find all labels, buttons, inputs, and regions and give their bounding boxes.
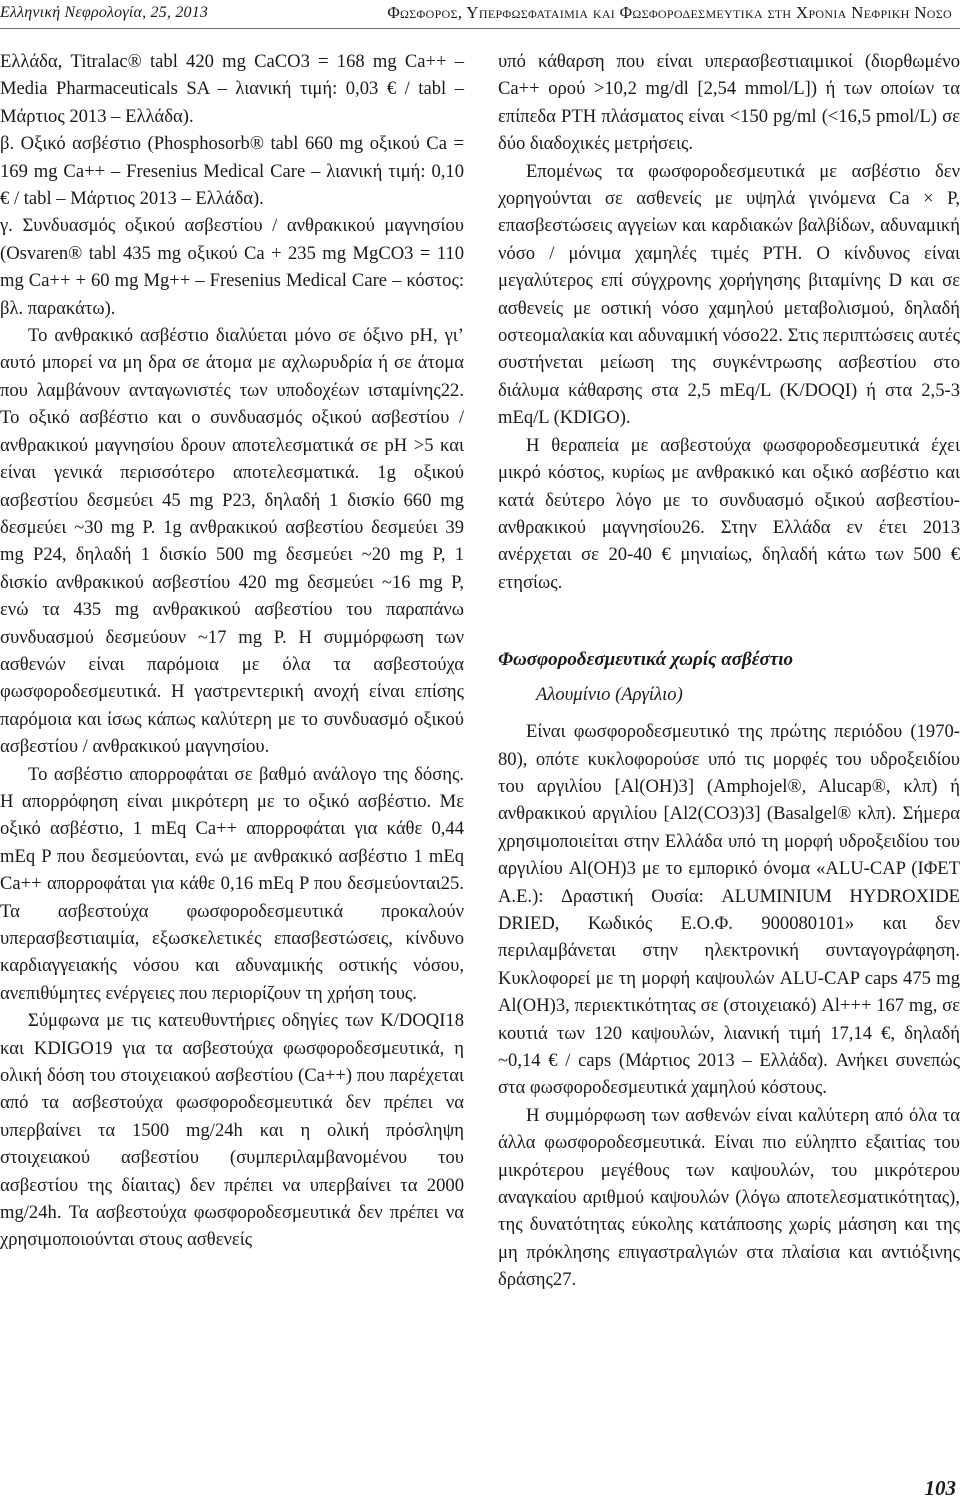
journal-citation: Ελληνική Νεφρολογία, 25, 2013 (0, 4, 209, 21)
paragraph: Η συμμόρφωση των ασθενών είναι καλύτερη από όλα τα άλλα φωσφοροδεσμευτικά. Είναι πιο εύληπτο εξαιτίας του μικρότερου μεγέθους των καψουλών, του μικρότερου αναγκαίου αριθμού καψουλών (λόγω αποτελεσματικότητας), της δυνατότητας εύκολης κατάποσης χωρίς μάσηση και της μη πρόκλησης επιγαστραλγιών στα πλαίσια και αντιόξινης δράσης27. (498, 1104, 960, 1291)
paragraph: Η θεραπεία με ασβεστούχα φωσφοροδεσμευτικά έχει μικρό κόστος, κυρίως με ανθρακικό και οξικό ασβέστιο και κατά δεύτερο λόγο με το συνδυασμό οξικού ασβεστίου-ανθρακικού μαγνησίου26. Στην Ελλάδα εν έτει 2013 ανέρχεται σε 20-40 € μηνιαίως, δηλαδή κάτω των 500 € ετησίως. (498, 434, 960, 593)
paragraph: Σύμφωνα με τις κατευθυντήριες οδηγίες των K/DOQI18 και KDIGO19 για τα ασβεστούχα φωσφοροδεσμευτικά, η ολική δόση του στοιχειακού ασβεστίου (Ca++) που παρέχεται από τα ασβεστούχα φωσφοροδεσμευτικά δεν πρέπει να υπερβαίνει τα 1500 mg/24h και η ολική πρόσληψη στοιχειακού ασβεστίου (συμπεριλαμβανομένου του ασβεστίου της δίαιτας) δεν πρέπει να υπερβαίνει τα 2000 mg/24h. Τα ασβεστούχα φωσφοροδεσμευτικά δεν πρέπει να χρησιμοποιούνται στους ασθενείς (0, 1010, 464, 1251)
header-rule (0, 28, 960, 29)
paragraph: Το ανθρακικό ασβέστιο διαλύεται μόνο σε όξινο pH, γι’ αυτό μπορεί να μη δρα σε άτομα με αχλωρυδρία ή σε άτομα που λαμβάνουν ανταγωνιστές των υποδοχέων ισταμίνης22. Το οξικό ασβέστιο και ο συνδυασμός οξικού ασβεστίου / ανθρακικού μαγνησίου δρουν αποτελεσματικά σε pH >5 και είναι γενικά περισσότερο αποτελεσματικά. 1g οξικού ασβεστίου δεσμεύει 45 mg P23, δηλαδή 1 δισκίο 660 mg δεσμεύει ~30 mg P. 1g ανθρακικού ασβεστίου δεσμεύει 39 mg P24, δηλαδή 1 δισκίο 500 mg δεσμεύει ~20 mg P, 1 δισκίο ανθρακικού ασβεστίου 420 mg δεσμεύει ~16 mg P, ενώ τα 435 mg ανθρακικού ασβεστίου του παραπάνω συνδυασμού δεσμεύουν ~17 mg P. Η συμμόρφωση των ασθενών είναι παρόμοια με όλα τα ασβεστούχα φωσφοροδεσμευτικά. Η γαστρεντερική ανοχή είναι επίσης παρόμοια και ίσως κάπως καλύτερη με το συνδυασμό οξικού ασβεστίου / ανθρακικού μαγνησίου. (0, 325, 464, 758)
running-header (0, 0, 960, 26)
paragraph: Επομένως τα φωσφοροδεσμευτικά με ασβέστιο δεν χορηγούνται σε ασθενείς με υψηλά γινόμενα Ca × P, επασβεστώσεις αγγείων και καρδιακών βαλβίδων, αδυναμική νόσο / μόνιμα χαμηλές τιμές PTH. Ο κίνδυνος είναι μεγαλύτερος επί σύγχρονης χορήγησης βιταμίνης D και σε ασθενείς με οστική νόσο χαμηλού μεταβολισμού, δηλαδή οστεομαλακία και αδυναμική νόσο22. Στις περιπτώσεις αυτές συστήνεται μείωση της συγκέντρωσης ασβεστίου στο διάλυμα κάθαρσης στα 2,5 mEq/L (K/DOQI) ή στα 2,5-3 mEq/L (KDIGO). (498, 160, 960, 429)
left-column (0, 48, 464, 1254)
right-column (498, 48, 960, 1294)
paragraph: γ. Συνδυασμός οξικού ασβεστίου / ανθρακικού μαγνησίου (Osvaren® tabl 435 mg οξικού Ca + 235 mg MgCO3 = 110 mg Ca++ + 60 mg Mg++ – Fresenius Medical Care – κόστος: βλ. παρακάτω). (0, 215, 464, 319)
section-heading: Φωσφοροδεσμευτικά χωρίς ασβέστιο (498, 649, 793, 671)
paragraph: Είναι φωσφοροδεσμευτικό της πρώτης περιόδου (1970-80), οπότε κυκλοφορούσε υπό τις μορφές του υδροξειδίου του αργιλίου [Al(OH)3] (Amphojel®, Alucap®, κλπ) ή ανθρακικού αργιλίου [Al2(CO3)3] (Basalgel® κλπ). Σήμερα χρησιμοποιείται στην Ελλάδα υπό τη μορφή υδροξειδίου του αργιλίου Al(OH)3 με το εμπορικό όνομα «ALU-CAP (ΙΦΕΤ Α.Ε.): Δραστική Ουσία: ALUMINIUM HYDROXIDE DRIED, Κωδικός Ε.Ο.Φ. 900080101» και δεν περιλαμβάνεται στην ηλεκτρονική συνταγογράφηση. Κυκλοφορεί με τη μορφή καψουλών ALU-CAP caps 475 mg Al(OH)3, περιεκτικότητας σε (στοιχειακό) Al+++ 167 mg, σε κουτιά των 120 καψουλών, λιανική τιμή 17,14 €, δηλαδή ~0,14 € / caps (Μάρτιος 2013 – Ελλάδα). Ανήκει συνεπώς στα φωσφοροδεσμευτικά χαμηλού κόστους. (498, 721, 960, 1099)
section-title: Φωσφορος, Υπερφωσφαταιμια και Φωσφοροδεσμευτικα στη Χρονια Νεφρικη Νοσο (387, 3, 952, 22)
paragraph: Το ασβέστιο απορροφάται σε βαθμό ανάλογο της δόσης. Η απορρόφηση είναι μικρότερη με το οξικό ασβέστιο. Με οξικό ασβέστιο, 1 mEq Ca++ απορροφάται για κάθε 0,44 mEq P που δεσμεύονται, ενώ με ανθρακικό ασβέστιο 1 mEq Ca++ απορροφάται για κάθε 0,16 mEq P που δεσμεύονται25. Τα ασβεστούχα φωσφοροδεσμευτικά προκαλούν υπερασβεστιαιμία, εξωσκελετικές επασβεστώσεις, κίνδυνο καρδιαγγειακής νόσου και αδυναμικής οστικής νόσου, ανεπιθύμητες ενέργειες που περιορίζουν τη χρήση τους. (0, 763, 464, 1004)
page-number: 103 (924, 1476, 956, 1500)
paragraph: υπό κάθαρση που είναι υπερασβεστιαιμικοί (διορθωμένο Ca++ ορού >10,2 mg/dl [2,54 mmol/L]) ή των οποίων τα επίπεδα PTH πλάσματος είναι <150 pg/ml (<16,5 pmol/L) σε δύο διαδοχικές μετρήσεις. (498, 51, 960, 155)
subsection-heading: Αλουμίνιο (Αργίλιο) (536, 684, 683, 706)
paragraph: β. Οξικό ασβέστιο (Phosphosorb® tabl 660 mg οξικού Ca = 169 mg Ca++ – Fresenius Medical Care – λιανική τιμή: 0,10 € / tabl – Μάρτιος 2013 – Ελλάδα). (0, 133, 464, 210)
paragraph: Ελλάδα, Titralac® tabl 420 mg CaCO3 = 168 mg Ca++ – Media Pharmaceuticals SA – λιανική τιμή: 0,03 € / tabl – Μάρτιος 2013 – Ελλάδα). (0, 51, 464, 127)
